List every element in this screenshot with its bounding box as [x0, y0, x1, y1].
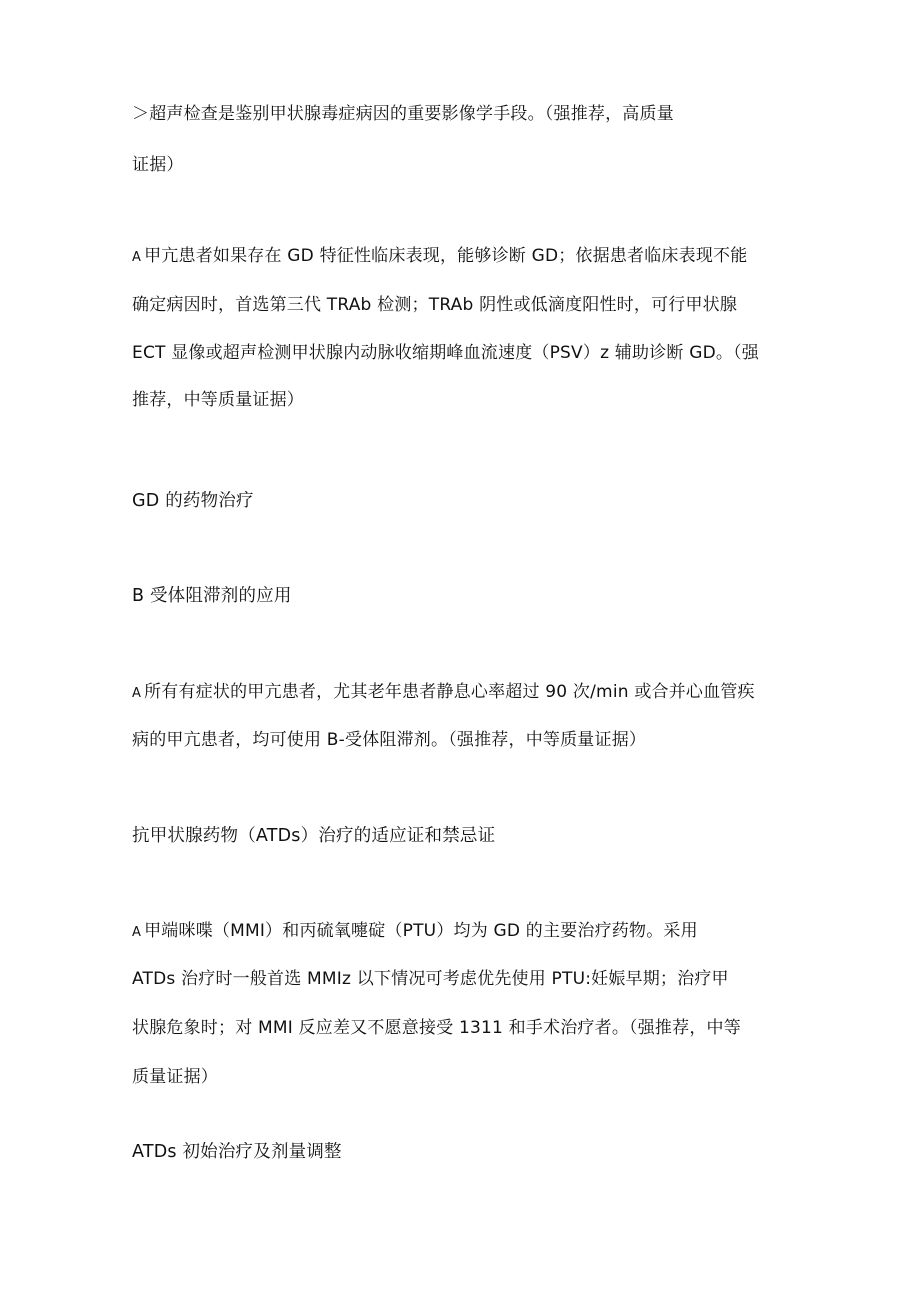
paragraph-2-line-3: ECT 显像或超声检测甲状腺内动脉收缩期峰血流速度（PSV）z 辅助诊断 GD。（强 — [132, 343, 759, 363]
paragraph-2-line-1 — [132, 245, 747, 269]
paragraph-3-line-2: 病的甲亢患者，均可使用 B-受体阻滞剂。（强推荐，中等质量证据） — [132, 730, 647, 750]
section-heading-beta-blocker: B 受体阻滞剂的应用 — [132, 586, 292, 606]
section-heading-drug-therapy: GD 的药物治疗 — [132, 491, 254, 511]
paragraph-marker: A — [132, 686, 142, 701]
paragraph-3-line-1 — [132, 681, 755, 705]
paragraph-2-text: 甲亢患者如果存在 GD 特征性临床表现，能够诊断 GD；依据患者临床表现不能 — [144, 246, 748, 266]
paragraph-1-line-2: 证据） — [132, 155, 184, 175]
paragraph-2-line-2: 确定病因时，首选第三代 TRAb 检测；TRAb 阴性或低滴度阳性时，可行甲状腺 — [132, 295, 738, 315]
paragraph-4-line-3: 状腺危象时；对 MMI 反应差又不愿意接受 1311 和手术治疗者。（强推荐，中等 — [132, 1018, 741, 1038]
paragraph-marker: A — [132, 250, 142, 265]
paragraph-4-line-4: 质量证据） — [132, 1067, 218, 1087]
paragraph-4-line-1 — [132, 920, 698, 944]
paragraph-4-text: 甲端咪喋（MMI）和丙硫氧嚏碇（PTU）均为 GD 的主要治疗药物。采用 — [144, 921, 698, 941]
paragraph-4-line-2: ATDs 治疗时一般首选 MMIz 以下情况可考虑优先使用 PTU:妊娠早期；治疗甲 — [132, 969, 729, 989]
paragraph-3-text: 所有有症状的甲亢患者，尤其老年患者静息心率超过 90 次/min 或合并心血管疾 — [144, 682, 755, 702]
paragraph-1-line-1: ＞超声检查是鉴别甲状腺毒症病因的重要影像学手段。（强推荐，高质量 — [132, 104, 674, 124]
paragraph-marker: A — [132, 925, 142, 940]
section-heading-atds-initial-dose: ATDs 初始治疗及剂量调整 — [132, 1142, 342, 1162]
section-heading-atds-indications: 抗甲状腺药物（ATDs）治疗的适应证和禁忌证 — [132, 826, 496, 846]
paragraph-2-line-4: 推荐，中等质量证据） — [132, 390, 304, 410]
